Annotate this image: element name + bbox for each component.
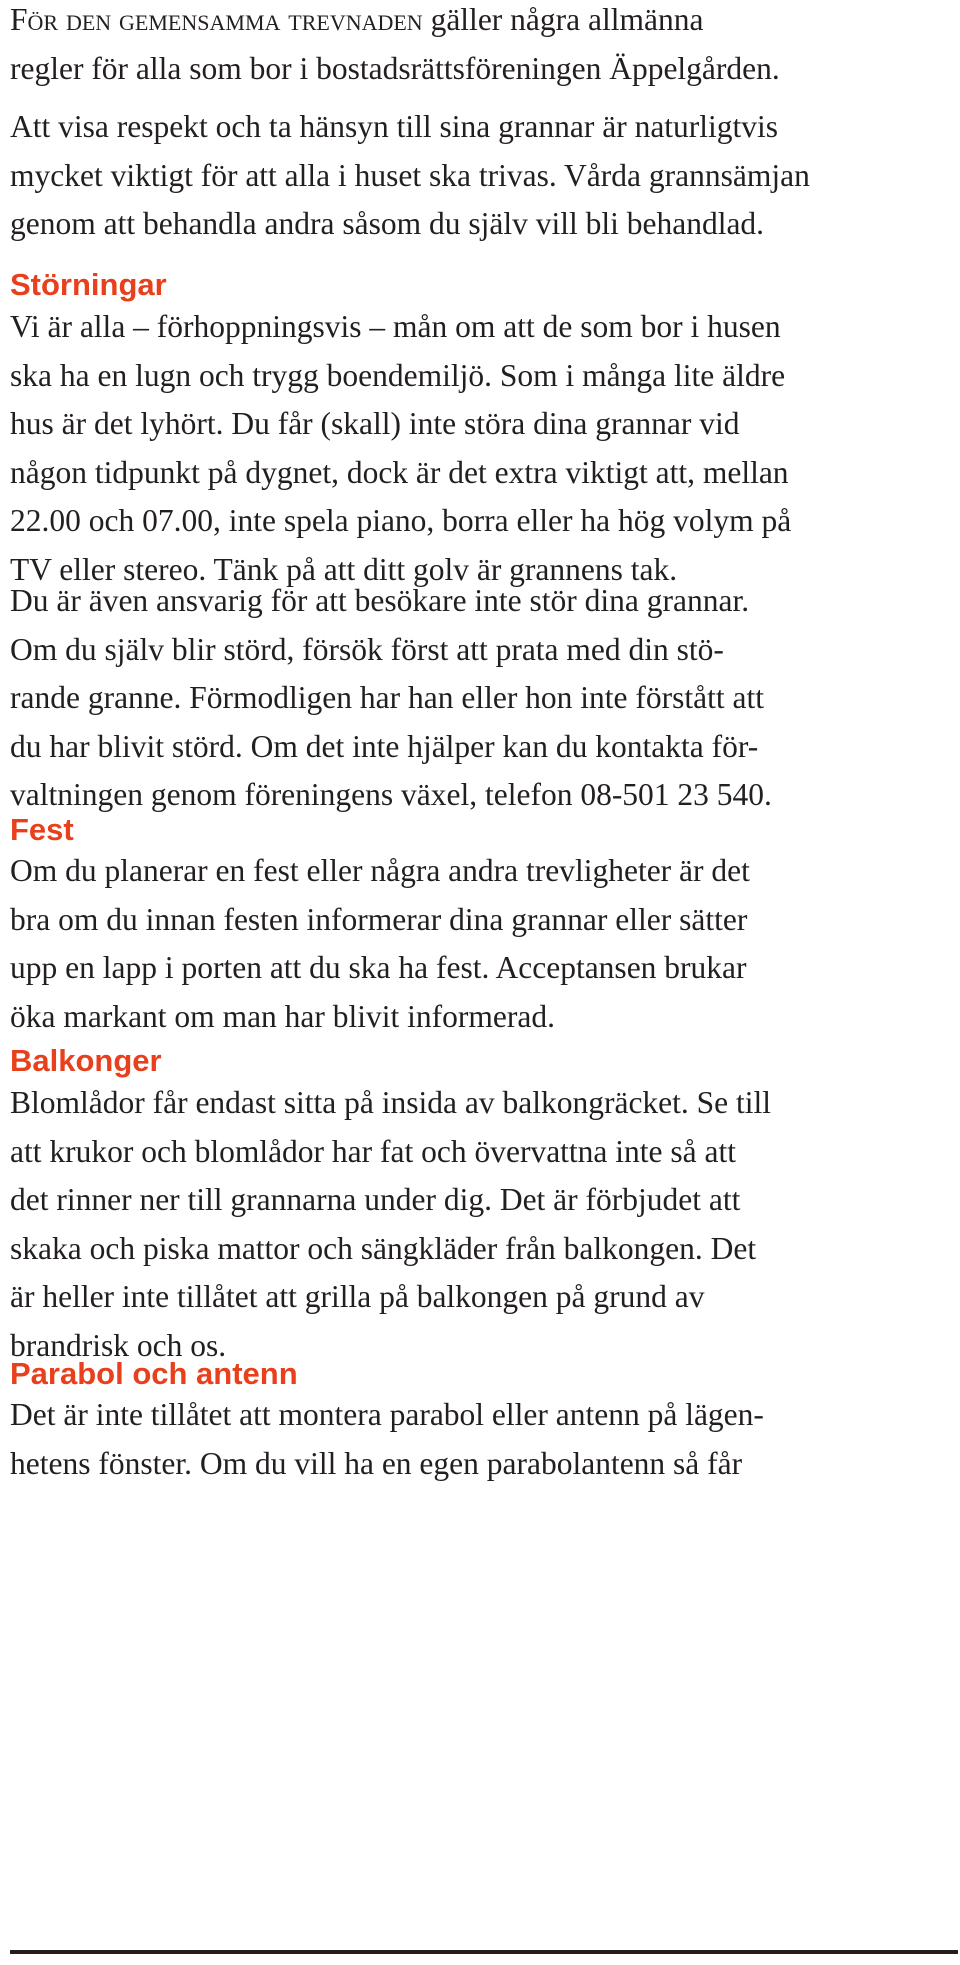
parabol-line: Det är inte tillåtet att montera parabol eller antenn på lägen-: [10, 1397, 764, 1432]
storningar-line: ska ha en lugn och trygg boendemiljö. Som i många lite äldre: [10, 357, 786, 393]
intro-line: regler för alla som bor i bostadsrättsföreningen Äppelgården.: [10, 50, 780, 86]
storningar-line: Vi är alla – förhoppningsvis – mån om att de som bor i husen: [10, 309, 781, 344]
respect-line: genom att behandla andra såsom du själv vill bli behandlad.: [10, 206, 765, 242]
storningar-line: någon tidpunkt på dygnet, dock är det extra viktigt att, mellan: [10, 454, 789, 490]
fest-paragraph: [10, 847, 750, 1041]
balkonger-line: Blomlådor får endast sitta på insida av balkongräcket. Se till: [10, 1085, 772, 1120]
section-heading-balkonger: Balkonger: [10, 1043, 162, 1078]
storningar-paragraph: [10, 303, 791, 595]
balkonger-line: skaka och piska mattor och sängkläder från balkongen. Det: [10, 1230, 757, 1266]
storningar-line: rande granne. Förmodligen har han eller hon inte förstått att: [10, 680, 765, 716]
fest-line: upp en lapp i porten att du ska ha fest. Acceptansen brukar: [10, 950, 747, 986]
parabol-line: hetens fönster. Om du vill ha en egen parabolantenn så får: [10, 1445, 743, 1481]
storningar-paragraph-2: [10, 577, 772, 820]
footer-rule: [10, 1950, 958, 1954]
section-heading-storningar: Störningar: [10, 267, 167, 302]
storningar-line: TV eller stereo. Tänk på att ditt golv är grannens tak.: [10, 551, 678, 587]
storningar-line: Du är även ansvarig för att besökare inte stör dina grannar.: [10, 583, 750, 618]
storningar-line: 22.00 och 07.00, inte spela piano, borra eller ha hög volym på: [10, 503, 792, 539]
respect-line: mycket viktigt för att alla i huset ska trivas. Vårda grannsämjan: [10, 157, 810, 193]
fest-line: bra om du innan festen informerar dina grannar eller sätter: [10, 901, 748, 937]
fest-line: öka markant om man har blivit informerad.: [10, 998, 555, 1034]
storningar-line: hus är det lyhört. Du får (skall) inte störa dina grannar vid: [10, 406, 740, 442]
balkonger-line: att krukor och blomlådor har fat och övervattna inte så att: [10, 1133, 736, 1169]
fest-line: Om du planerar en fest eller några andra trevligheter är det: [10, 853, 750, 888]
balkonger-line: är heller inte tillåtet att grilla på balkongen på grund av: [10, 1279, 705, 1315]
storningar-line: valtningen genom föreningens växel, telefon 08-501 23 540.: [10, 777, 772, 813]
intro-lead: För den gemensamma trevnaden: [10, 2, 423, 37]
balkonger-paragraph: [10, 1079, 771, 1371]
respect-line: Att visa respekt och ta hänsyn till sina grannar är naturligtvis: [10, 109, 779, 144]
respect-paragraph: [10, 103, 810, 249]
section-heading-parabol: Parabol och antenn: [10, 1356, 298, 1391]
intro-paragraph: [10, 0, 780, 93]
balkonger-line: det rinner ner till grannarna under dig. Det är förbjudet att: [10, 1182, 741, 1218]
storningar-line: Om du själv blir störd, försök först att prata med din stö-: [10, 631, 724, 667]
parabol-paragraph: [10, 1391, 764, 1488]
intro-line: gäller några allmänna: [422, 2, 704, 37]
storningar-line: du har blivit störd. Om det inte hjälper kan du kontakta för-: [10, 728, 759, 764]
balkonger-line: brandrisk och os.: [10, 1327, 227, 1363]
section-heading-fest: Fest: [10, 812, 74, 847]
